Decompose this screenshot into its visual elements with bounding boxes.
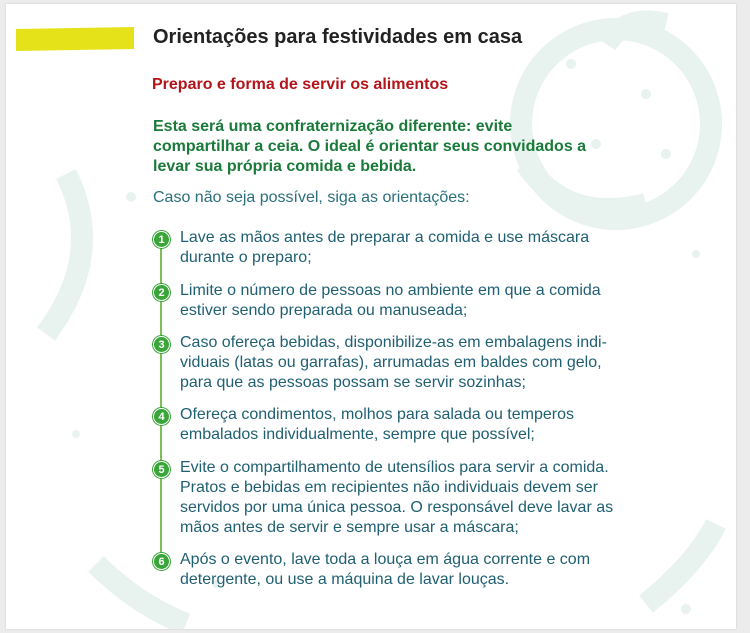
step-text: Lave as mãos antes de preparar a comida e use máscara durante o preparo; [180, 229, 590, 266]
step-item [153, 405, 633, 445]
step-number-badge-icon: 2 [153, 284, 170, 301]
intro-paragraph: Esta será uma confraternização diferente: evite compartilhar a ceia. O ideal é orientar seus convidados a levar sua própria comida e bebida. [153, 118, 587, 175]
step-number-badge-icon: 6 [153, 553, 170, 570]
step-number-badge-icon: 5 [153, 461, 170, 478]
step-text: Caso ofereça bebidas, disponibilize-as em embalagens indi-viduais (latas ou garrafas), arrumadas em baldes com gelo, para que as pessoas possam se servir sozinhas; [180, 334, 607, 391]
step-number-badge-icon: 3 [153, 336, 170, 353]
page-title: Orientações para festividades em casa [153, 26, 523, 48]
step-text: Ofereça condimentos, molhos para salada ou temperos embalados individualmente, sempre que possível; [180, 406, 574, 443]
step-text: Evite o compartilhamento de utensílios para servir a comida. Pratos e bebidas em recipientes não individuais devem ser servidos por uma única pessoa. O responsável deve lavar as mãos antes de servir e sempre usar a máscara; [180, 459, 614, 536]
step-text: Após o evento, lave toda a louça em água corrente e com detergente, ou use a máquina de lavar louças. [180, 551, 591, 588]
section-heading: Preparo e forma de servir os alimentos [152, 76, 449, 93]
step-text: Limite o número de pessoas no ambiente em que a comida estiver sendo preparada ou manuseada; [180, 282, 601, 319]
accent-bar [16, 27, 134, 51]
step-item [153, 550, 633, 590]
lead-text: Caso não seja possível, siga as orientações: [153, 189, 470, 206]
step-number-badge-icon: 1 [153, 231, 170, 248]
step-item [153, 228, 633, 268]
document-page [6, 4, 736, 629]
step-item [153, 333, 633, 393]
step-item [153, 281, 633, 321]
step-number-badge-icon: 4 [153, 408, 170, 425]
step-item [153, 458, 633, 538]
